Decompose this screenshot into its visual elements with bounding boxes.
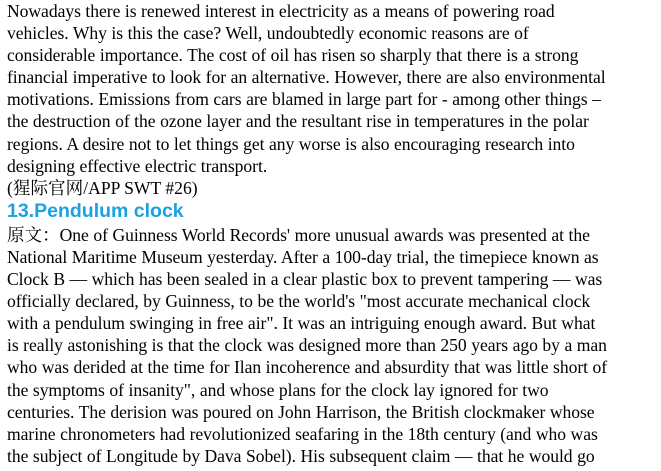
intro-line: designing effective electric transport. bbox=[7, 155, 268, 176]
body-line: National Maritime Museum yesterday. After a 100-day trial, the timepiece known as bbox=[7, 246, 599, 267]
body-line: marine chronometers had revolutionized seafaring in the 18th century (and who was bbox=[7, 423, 598, 444]
document-page bbox=[7, 0, 655, 467]
source-note: (猩际官网/APP SWT #26) bbox=[7, 177, 198, 198]
body-line: is really astonishing is that the clock was designed more than 250 years ago by a man bbox=[7, 335, 607, 356]
intro-line: regions. A desire not to let things get any worse is also encouraging research into bbox=[7, 133, 575, 154]
body-paragraph bbox=[7, 224, 655, 467]
body-line: the subject of Longitude by Dava Sobel). His subsequent claim — that he would go bbox=[7, 445, 595, 466]
body-line: the symptoms of insanity", and whose plans for the clock lay ignored for two bbox=[7, 379, 549, 400]
intro-paragraph bbox=[7, 0, 655, 177]
intro-line: Nowadays there is renewed interest in electricity as a means of powering road bbox=[7, 1, 555, 21]
body-line: Clock B — which has been sealed in a clear plastic box to prevent tampering — was bbox=[7, 269, 603, 290]
body-line: centuries. The derision was poured on John Harrison, the British clockmaker whose bbox=[7, 401, 595, 422]
intro-line: vehicles. Why is this the case? Well, undoubtedly economic reasons are of bbox=[7, 23, 529, 44]
body-line: with a pendulum swinging in free air". It was an intriguing enough award. But what bbox=[7, 313, 596, 334]
body-line: 原文：One of Guinness World Records' more unusual awards was presented at the bbox=[7, 224, 590, 245]
body-line: officially declared, by Guinness, to be the world's "most accurate mechanical clock bbox=[7, 291, 591, 312]
intro-line: the destruction of the ozone layer and the resultant rise in temperatures in the polar bbox=[7, 111, 589, 132]
section-heading: 13.Pendulum clock bbox=[7, 199, 184, 222]
body-line: who was derided at the time for Ilan incoherence and absurdity that was little short of bbox=[7, 357, 608, 378]
intro-line: financial imperative to look for an alternative. However, there are also environmental bbox=[7, 67, 606, 88]
intro-line: considerable importance. The cost of oil has risen so sharply that there is a strong bbox=[7, 45, 579, 66]
intro-line: motivations. Emissions from cars are blamed in large part for - among other things – bbox=[7, 89, 601, 110]
